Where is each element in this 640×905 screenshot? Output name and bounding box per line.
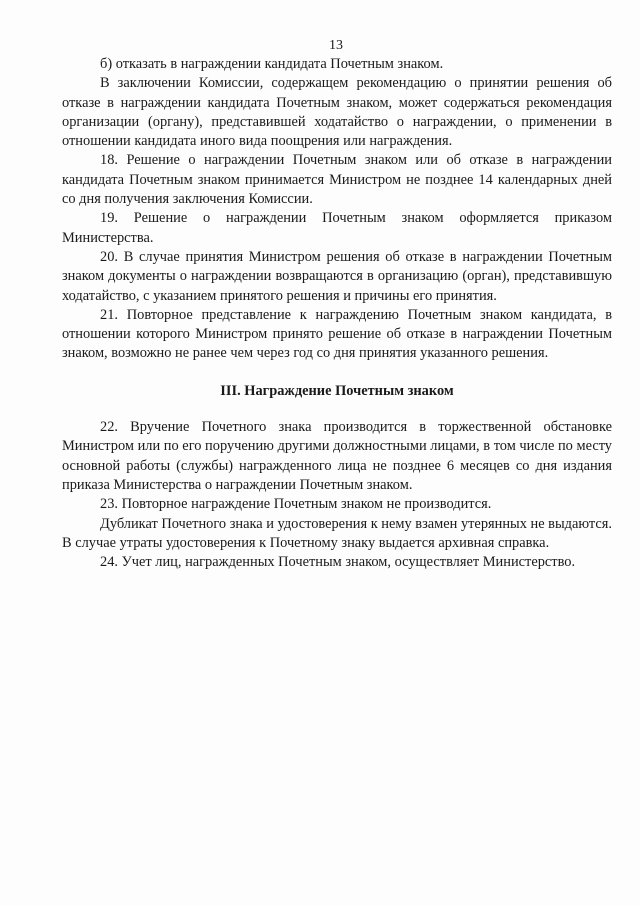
paragraph-23: 23. Повторное награждение Почетным знаком не производится. (100, 496, 492, 513)
paragraph-20: 20. В случае принятия Министром решения об отказе в награждении Почетным знаком документы о награждении возвращаются в организацию (орган), представившую ходатайство, с указанием принятого решения и причины его принятия. (62, 248, 612, 304)
document-body (62, 55, 612, 572)
paragraph-commission-conclusion: В заключении Комиссии, содержащем рекомендацию о принятии решения об отказе в награждении кандидата Почетным знаком, может содержаться рекомендация организации (органу), представившей ходатайство о награждении, о применении в отношении кандидата иного вида поощрения или награждения. (62, 75, 612, 150)
paragraph-6b: б) отказать в награждении кандидата Почетным знаком. (100, 56, 444, 72)
paragraph-duplicate: Дубликат Почетного знака и удостоверения к нему взамен утерянных не выдаются. В случае утраты удостоверения к Почетному знаку выдается архивная справка. (62, 515, 612, 551)
paragraph-24: 24. Учет лиц, награжденных Почетным знаком, осуществляет Министерство. (100, 554, 576, 571)
page-number: 13 (329, 38, 343, 53)
paragraph-21: 21. Повторное представление к награждению Почетным знаком кандидата, в отношении которого Министром принято решение об отказе в награждении Почетным знаком, возможно не ранее чем через год со дня принятия указанного решения. (62, 306, 612, 362)
section-title: III. Награждение Почетным знаком (220, 382, 454, 399)
paragraph-18: 18. Решение о награждении Почетным знаком или об отказе в награждении кандидата Почетным знаком принимается Министром не позднее 14 календарных дней со дня получения заключения Комиссии. (62, 152, 612, 208)
paragraph-22: 22. Вручение Почетного знака производится в торжественной обстановке Министром или по его поручению другими должностными лицами, в том числе по месту основной работы (службы) награжденного лица не позднее 6 месяцев со дня издания приказа Министерства о награждении Почетным знаком. (62, 419, 612, 493)
paragraph-19: 19. Решение о награждении Почетным знаком оформляется приказом Министерства. (62, 210, 612, 246)
